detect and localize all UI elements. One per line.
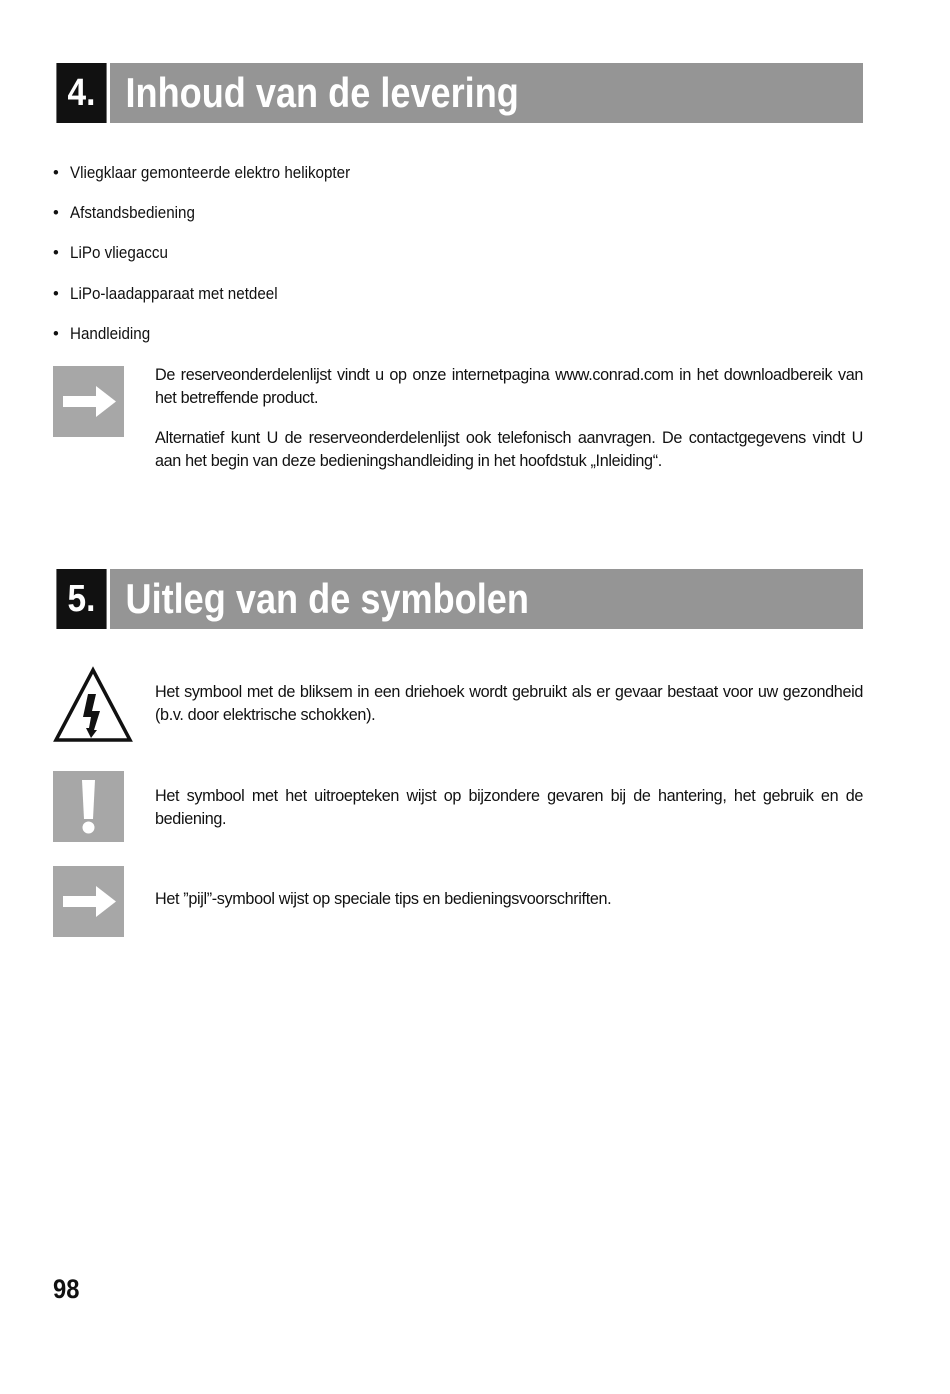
- arrow-right-icon: [53, 366, 124, 437]
- section-4-title: Inhoud van de levering: [125, 69, 519, 116]
- lightning-symbol-description: Het symbool met de bliksem in een driehoek wordt gebruikt als er gevaar bestaat voor uw gezondheid (b.v. door elektrische schokken).: [155, 683, 863, 724]
- arrow-symbol-description: Het ”pijl”-symbool wijst op speciale tips en bedieningsvoorschriften.: [155, 890, 612, 908]
- list-item: • Vliegklaar gemonteerde elektro helikopter: [53, 164, 351, 182]
- section-5-title-bar: [110, 569, 863, 629]
- lightning-warning-icon: [52, 666, 134, 749]
- exclamation-symbol-description: Het symbool met het uitroepteken wijst op bijzondere gevaren bij de hantering, het gebruik en de bediening.: [155, 787, 863, 828]
- section-5-number: 5.: [56, 569, 106, 629]
- page-number: 98: [53, 1274, 80, 1304]
- list-item: • LiPo vliegaccu: [53, 244, 168, 263]
- list-item: • Afstandsbediening: [53, 204, 195, 223]
- list-item: • LiPo-laadapparaat met netdeel: [53, 284, 278, 303]
- delivery-contents-list: [53, 162, 375, 363]
- section-5-header: [53, 569, 863, 629]
- arrow-right-icon: [53, 866, 124, 937]
- section-4-header: [53, 63, 863, 123]
- section-4-title-bar: [110, 63, 863, 123]
- list-item: • Handleiding: [53, 324, 151, 343]
- spare-parts-note: De reserveonderdelenlijst vindt u op onze internetpagina www.conrad.com in het downloadbereik van het betreffende product.: [155, 366, 863, 407]
- spare-parts-alternative-note: Alternatief kunt U de reserveonderdelenlijst ook telefonisch aanvragen. De contactgegevens vindt U aan het begin van deze bedieningshandleiding in het hoofdstuk „Inleiding“.: [155, 429, 863, 470]
- section-5-title: Uitleg van de symbolen: [125, 575, 529, 622]
- section-4-number: 4.: [56, 63, 106, 123]
- exclamation-icon: [53, 771, 124, 842]
